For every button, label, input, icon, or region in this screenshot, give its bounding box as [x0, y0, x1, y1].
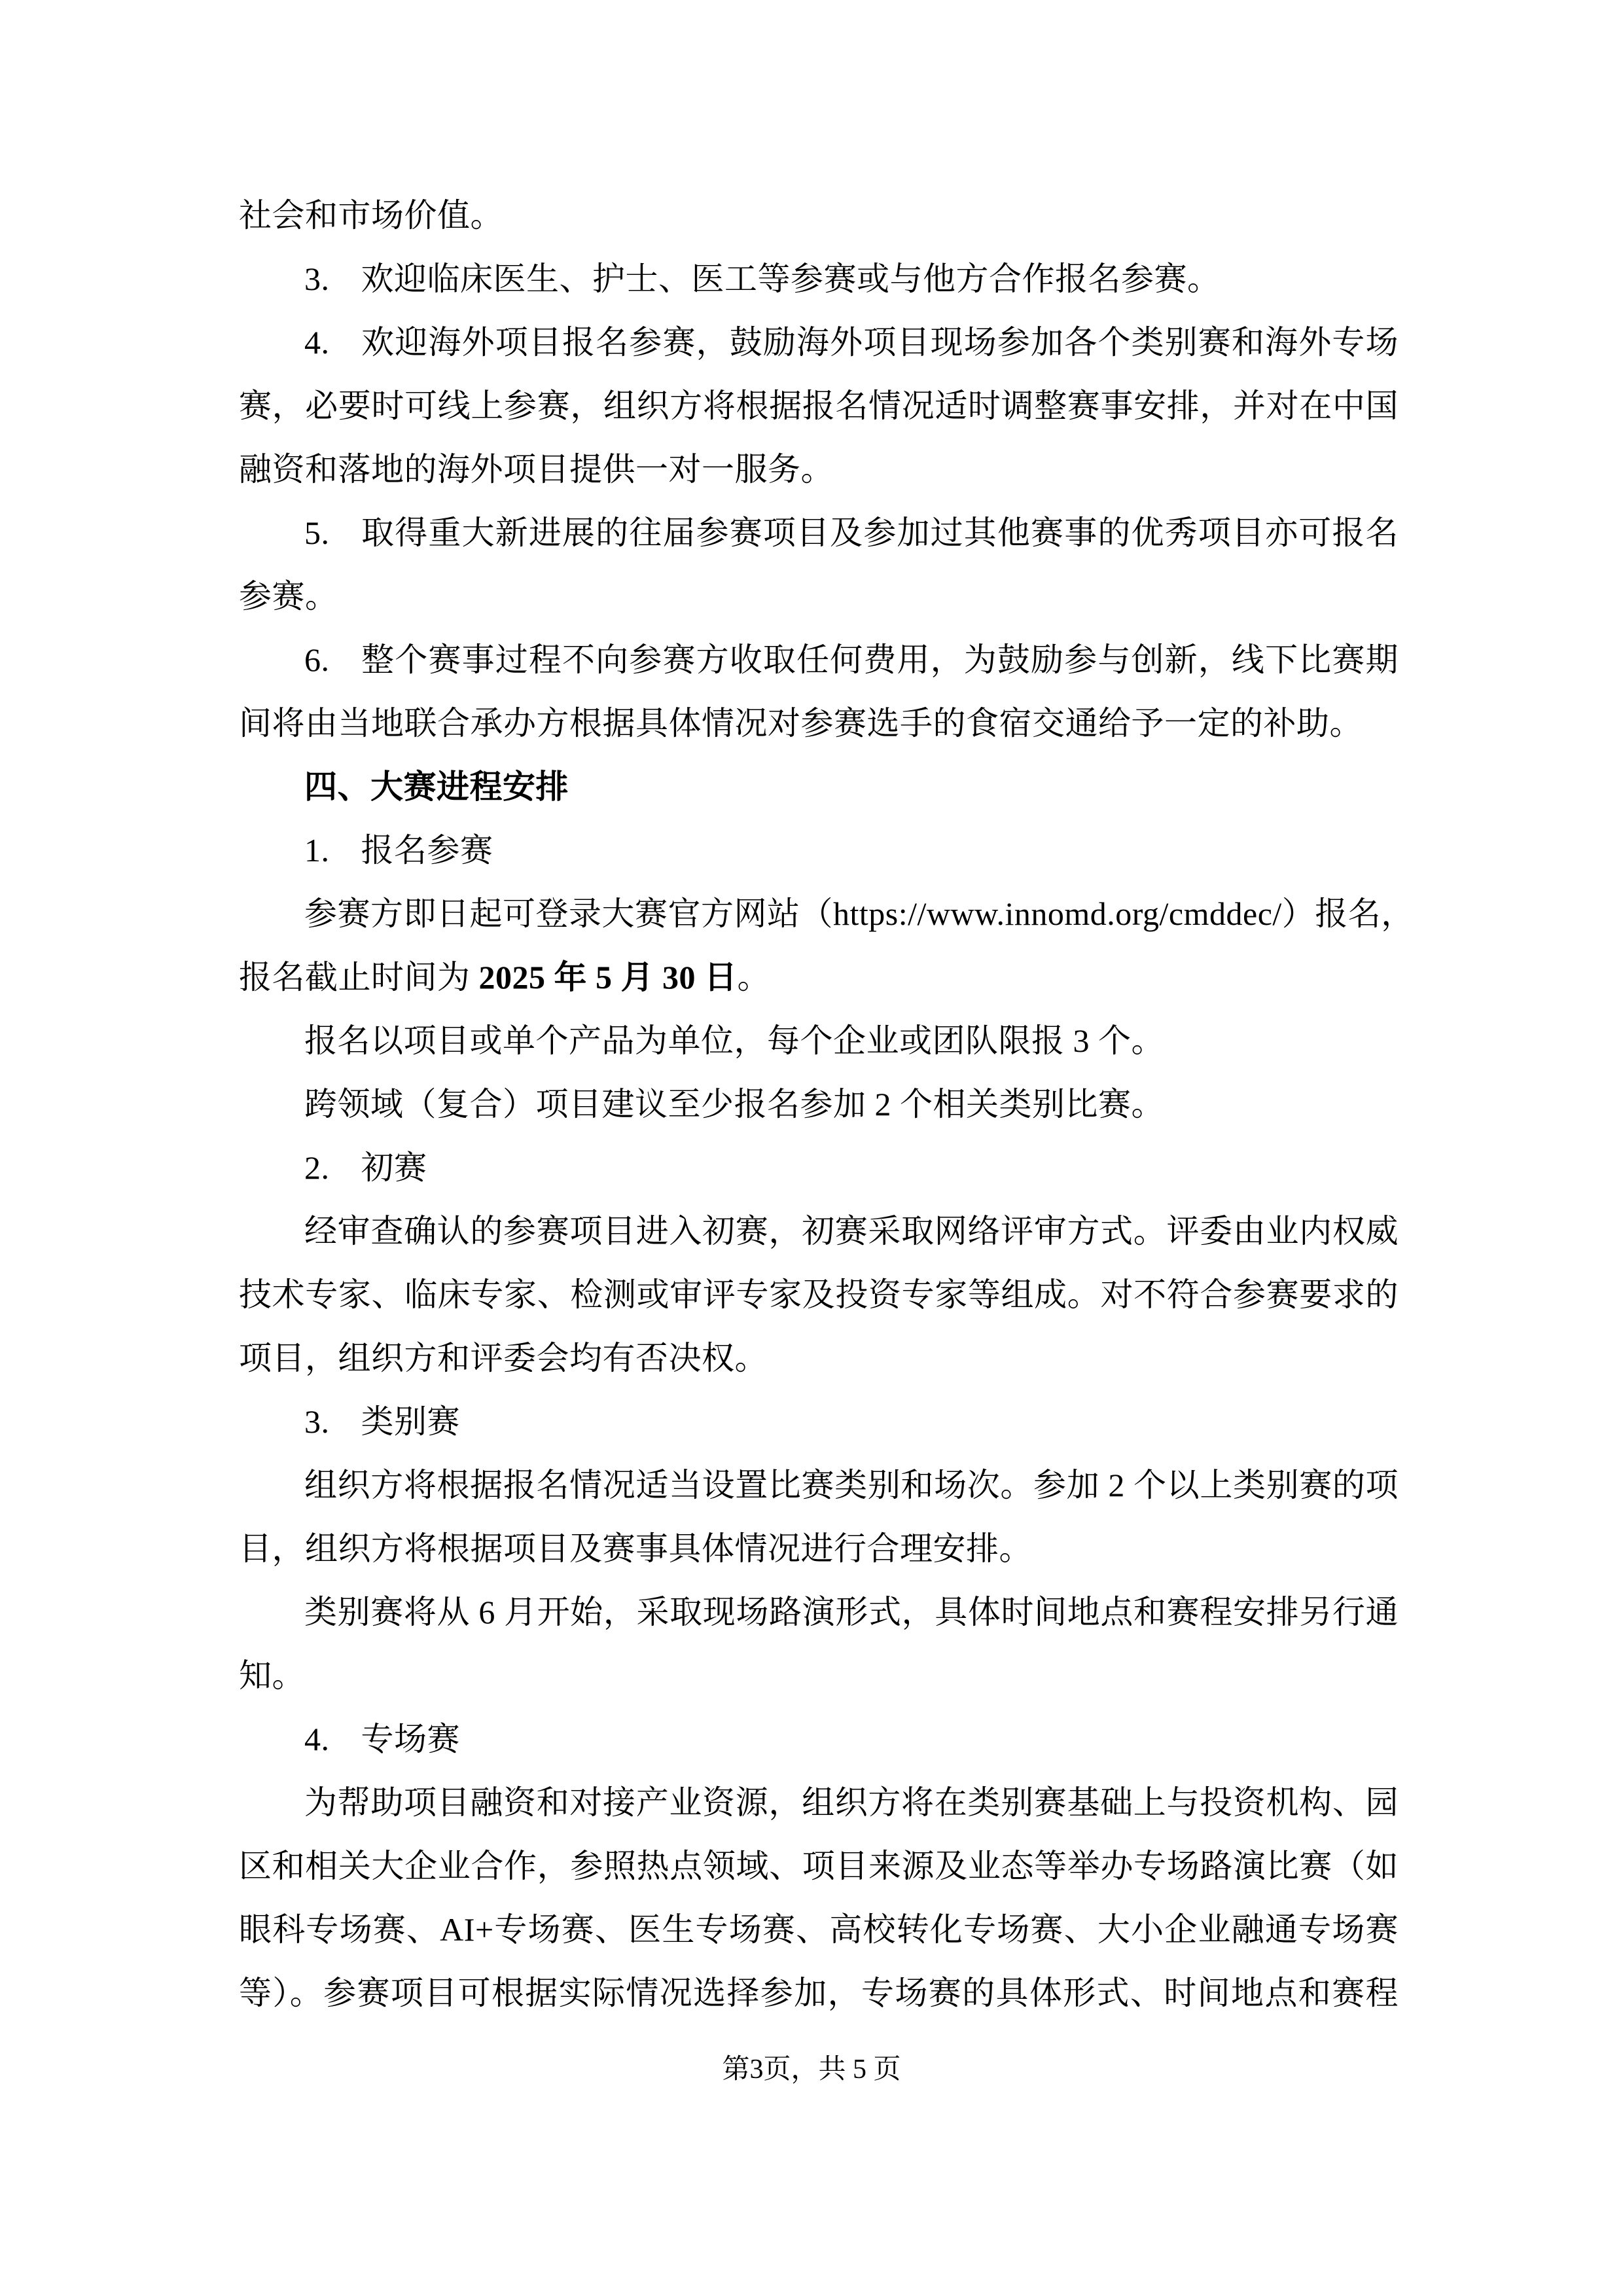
paragraph-line	[239, 946, 1399, 1009]
paragraph-line	[239, 1898, 1399, 1962]
text-run: 类别赛将从 6 月开始，采取现场路演形式，具体时间地点和赛程安排另行通	[304, 1594, 1399, 1630]
paragraph-line	[239, 1454, 1399, 1517]
text-run: 专场赛	[361, 1721, 460, 1757]
text-run: 目，组织方将根据项目及赛事具体情况进行合理安排。	[239, 1530, 1032, 1567]
text-run: 四、大赛进程安排	[304, 768, 569, 805]
text-run: 间将由当地联合承办方根据具体情况对参赛选手的食宿交通给予一定的补助。	[239, 705, 1363, 742]
text-run: 欢迎海外项目报名参赛，鼓励海外项目现场参加各个类别赛和海外专场	[361, 324, 1399, 361]
list-number: 6.	[304, 641, 330, 678]
list-number: 1.	[304, 832, 330, 869]
text-run: 经审查确认的参赛项目进入初赛，初赛采取网络评审方式。评委由业内权威	[304, 1213, 1399, 1249]
list-item	[239, 311, 1399, 374]
list-item	[239, 628, 1399, 692]
list-number: 4.	[304, 324, 330, 361]
text-run: 眼科专场赛、AI+专场赛、医生专场赛、高校转化专场赛、大小企业融通专场赛	[239, 1911, 1399, 1948]
deadline-date: 2025 年 5 月 30 日	[478, 959, 738, 996]
paragraph-line	[239, 438, 1399, 501]
paragraph-line	[239, 1200, 1399, 1263]
text-run: 。	[737, 959, 770, 996]
list-item	[239, 1136, 1399, 1200]
document-body	[239, 184, 1414, 2025]
page-footer	[0, 2038, 1623, 2102]
text-run: 整个赛事过程不向参赛方收取任何费用，为鼓励参与创新，线下比赛期	[361, 641, 1399, 678]
text-run: 参赛。	[239, 578, 338, 615]
text-run: 跨领域（复合）项目建议至少报名参加 2 个相关类别比赛。	[304, 1086, 1164, 1122]
paragraph-line	[239, 565, 1399, 628]
text-run: 区和相关大企业合作，参照热点领域、项目来源及业态等举办专场路演比赛（如	[239, 1848, 1399, 1884]
text-run: 参赛方即日起可登录大赛官方网站（https://www.innomd.org/cmddec/）报名，	[304, 895, 1414, 932]
text-run: 初赛	[361, 1149, 427, 1186]
paragraph-line	[239, 1835, 1399, 1898]
text-run: 为帮助项目融资和对接产业资源，组织方将在类别赛基础上与投资机构、园	[304, 1784, 1399, 1821]
paragraph-line	[239, 374, 1399, 438]
text-run: 赛，必要时可线上参赛，组织方将根据报名情况适时调整赛事安排，并对在中国	[239, 387, 1399, 424]
text-run: 取得重大新进展的往届参赛项目及参加过其他赛事的优秀项目亦可报名	[361, 514, 1399, 551]
list-number: 5.	[304, 514, 330, 551]
list-item	[239, 1390, 1399, 1454]
page-number-text: 第3页，共 5 页	[722, 2054, 901, 2085]
text-run: 报名截止时间为	[239, 959, 479, 996]
text-run: 项目，组织方和评委会均有否决权。	[239, 1340, 768, 1376]
paragraph-line	[239, 1581, 1399, 1644]
paragraph-line	[239, 1009, 1399, 1073]
list-item	[239, 1708, 1399, 1771]
paragraph-line	[239, 1962, 1399, 2025]
text-run: 报名以项目或单个产品为单位，每个企业或团队限报 3 个。	[304, 1022, 1164, 1059]
list-number: 4.	[304, 1721, 330, 1757]
text-run: 欢迎临床医生、护士、医工等参赛或与他方合作报名参赛。	[361, 260, 1221, 297]
paragraph-line	[239, 692, 1399, 755]
text-run: 融资和落地的海外项目提供一对一服务。	[239, 451, 834, 488]
text-run: 类别赛	[361, 1403, 460, 1440]
paragraph-line	[239, 1263, 1399, 1327]
paragraph-line	[239, 1644, 1399, 1708]
paragraph-line	[239, 1771, 1399, 1835]
paragraph-line	[239, 882, 1414, 946]
text-run: 知。	[239, 1657, 305, 1694]
text-run: 组织方将根据报名情况适当设置比赛类别和场次。参加 2 个以上类别赛的项	[304, 1467, 1399, 1503]
list-item	[239, 501, 1399, 565]
list-item	[239, 247, 1399, 311]
list-number: 3.	[304, 260, 330, 297]
text-run: 报名参赛	[361, 832, 493, 869]
paragraph-line	[239, 1073, 1399, 1136]
text-run: 社会和市场价值。	[239, 197, 503, 234]
paragraph-line	[239, 1517, 1399, 1581]
section-heading	[239, 755, 1399, 819]
list-item	[239, 819, 1399, 882]
text-run: 等）。参赛项目可根据实际情况选择参加，专场赛的具体形式、时间地点和赛程	[239, 1975, 1399, 2011]
list-number: 2.	[304, 1149, 330, 1186]
list-number: 3.	[304, 1403, 330, 1440]
paragraph-line	[239, 1327, 1399, 1390]
text-run: 技术专家、临床专家、检测或审评专家及投资专家等组成。对不符合参赛要求的	[239, 1276, 1399, 1313]
paragraph-line	[239, 184, 1399, 247]
